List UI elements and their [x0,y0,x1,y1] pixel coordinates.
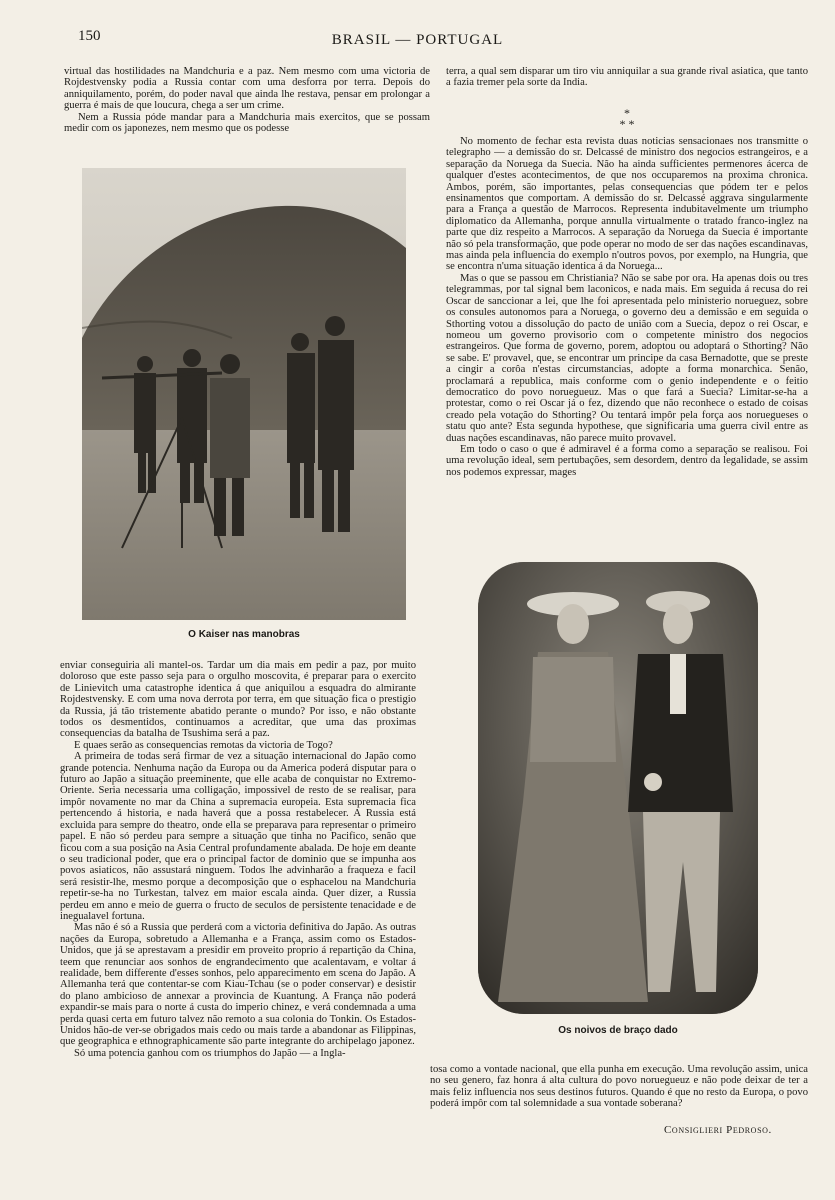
paragraph: enviar conseguiria ali mantel-os. Tardar um dia mais em pedir a paz, por muito doloroso que este passo seja para o orgulho moscovita, é preparar para o exercito de Linievitch uma catastrophe identica á que aniquilou a esquadra do almirante Rojdestvensky. E com uma nova derrota por terra, em que situação fica o prestigio da Russia, já tão tristemente abatido perante o mundo? Por isso, e não obstante todos os desmentidos, continuamos a acreditar, que uma das proximas consequencias da batalha de Tsushima será a paz. [60,660,416,740]
asterism-bottom: * * [619,117,635,131]
left-column-bottom-text [60,660,416,1059]
kaiser-photo-caption: O Kaiser nas manobras [188,629,300,640]
right-column-bottom-text [430,1064,808,1110]
right-column-top-text [446,66,808,89]
couple-photo [478,562,758,1014]
asterism-top: * [624,106,630,120]
paragraph: virtual das hostilidades na Mandchuria e a paz. Nem mesmo com uma victoria de Rojdestvensky podia a Russia contar com uma desforra por terra. Depois do anniquilamento, porém, do poder naval que ainda lhe restava, pensar em prolongar a guerra é mais de que loucura, chega a ser um crime. [64,66,430,112]
paragraph: Em todo o caso o que é admiravel é a forma como a separação se realisou. Foi uma revolução ideal, sem pertubações, sem desordem, dentro da legalidade, se assim nos podemos expressar, mages [446,443,808,478]
paragraph: Nem a Russia póde mandar para a Mandchuria mais exercitos, que se possam medir com os japonezes, nem mesmo que os podesse [64,111,430,135]
paragraph: E quaes serão as consequencias remotas da victoria de Togo? [74,739,333,751]
paragraph: A primeira de todas será firmar de vez a situação internacional do Japão como grande potencia. Nenhuma nação da Europa ou da America poderá disputar para o futuro ao Japão a situação preeminente, que elle acaba de conquistar no Extremo-Oriente. Seria necessaria uma colligação, impossivel de resto de se realisar, para impôr novamente no mar da China a supremacia europeia. Esta supremacia fica pertencendo á historia, e nada haverá que a possa restabelecer. A Russia está excluida para sempre do theatro, onde ella se preparava para representar o primeiro papel. E não só perdeu para sempre a situação que tinha no Pacifico, senão que ficou com a sua posição na Asia Central profundamente abalada. De hoje em deante o seu tradicional poder, que era o principal factor de dominio que se impunha aos povos asiaticos, não assustará ninguem. Todos lhe advinharão a fraqueza e facil será resistir-lhe, mesmo porque a decomposição que o esphacelou na Mandchuria repetir-se-ha no Turkestan, talvez em maior escala ainda. Quer dizer, a Russia perdeu em anno e meio de guerra o fructo de seculos de persistente tenacidade e de inegualavel fortuna. [60,751,416,922]
kaiser-photo-image [82,168,406,620]
paragraph: Mas o que se passou em Christiania? Não se sabe por ora. Ha apenas dois ou tres telegrammas, por tal signal bem laconicos, e nada mais. Em seguida á recusa do rei Oscar de sanccionar a lei, que lhe foi apresentada pelo ministerio norueguez, sobre os consules autonomos para a Noruega, o governo deu a demissão e em seguida o Sthorting votou a dissolução do pacto de união com a Suecia, depoz o rei Oscar, e nomeou um governo provisorio com o competente ministro dos negocios estrangeiros. Que forma de governo, porem, adoptou ou adoptará o Sthorting? Não se sabe. E' provavel, que, se encontrar um principe da casa Bernadotte, que se preste a cingir a corôa n'estas circumstancias, adopte a forma monarchica. Senão, proclamará a republica, mais conforme com o genio independente e o feitio democratico do povo noruegueuz. Mas o que fará a Suecia? Limitar-se-ha a protestar, como o rei Oscar já o fez, dizendo que não reconhece o estado de coisas creado pela votação do Sthorting? Ou tentará impôr pela força aos noruegueses o statu quo ante? Esta segunda hypothese, que significaria uma guerra civil entre as duas nações escandinavas, não parece muito provavel. [446,272,808,444]
paragraph: Só uma potencia ganhou com os triumphos do Japão — a Ingla- [74,1047,346,1059]
paragraph: tosa como a vontade nacional, que ella punha em execução. Uma revolução assim, unica no seu genero, faz honra á alta cultura do povo noruegueuz e não pode deixar de ter a mais feliz influencia nos seus destinos futuros. Quando é que no resto da Europa, o povo poderá impôr com tal solemnidade a sua vontade soberana? [430,1064,808,1110]
page-number: 150 [78,28,101,44]
kaiser-photo [82,168,406,620]
paragraph: terra, a qual sem disparar um tiro viu anniquilar a sua grande rival asiatica, que tanto a fazia tremer pela sorte da India. [446,66,808,89]
couple-photo-caption: Os noivos de braço dado [558,1025,678,1036]
running-header: BRASIL — PORTUGAL [331,32,504,48]
left-column-top-text [64,66,430,134]
couple-photo-image [478,562,758,1014]
paragraph: No momento de fechar esta revista duas noticias sensacionaes nos transmitte o telegrapho — a demissão do sr. Delcassé de ministro dos negocios estrangeiros, e a separação da Noruega da Suecia. Não ha ainda sufficientes permenores ácerca de qualquer d'estes acontecimentos, de que nos occuparemos na proxima chronica. Ambos, porém, são importantes, pelas consequencias que pódem ter e pelos ensinamentos que comportam. A demissão do sr. Delcassé aggrava singularmente para a França a questão de Marrocos. Representa indubitavelmente um triumpho diplomatico da Allemanha, porque annulla virtualmente o tratado franco-inglez na parte que diz respeito a Marrocos. A separação da Noruega da Suecia é importante não só pela transformação, que pode operar no modo de ser das nações escandinavas, mas ainda pela influencia do exemplo n'outros povos, por exemplo, na Hungria, que se encontra n'uma situação identica á da Noruega... [446,136,808,273]
section-asterism [446,108,808,130]
paragraph: Mas não é só a Russia que perderá com a victoria definitiva do Japão. As outras nações da Europa, sobretudo a Allemanha e a França, assim como os Estados-Unidos, que já se aprestavam a presidir em proveito proprio á repartição da China, teem que renunciar aos sonhos de engrandecimento que acalentavam, e voltar á realidade, bem differente d'esses sonhos, pelo apparecimento em scena do Japão. A Allemanha terá que contentar-se com Kiau-Tchau (se o poder conservar) e desistir do plano ambicioso de annexar a provincia de Kuantung. A França não poderá expandir-se mais para o norte á custa do imperio chinez, e verá condemnada a uma perda quasi certa em futuro talvez não remoto a sua colonia do Tonkin. Os Estados-Unidos hão-de ver-se obrigados mais cedo ou mais tarde a abandonar as Filippinas, que geographica e ethnographicamente são parte integrante do archipelago japonez. [60,922,416,1048]
right-column-middle-text [446,136,808,478]
author-signature: Consiglieri Pedroso. [664,1124,772,1136]
